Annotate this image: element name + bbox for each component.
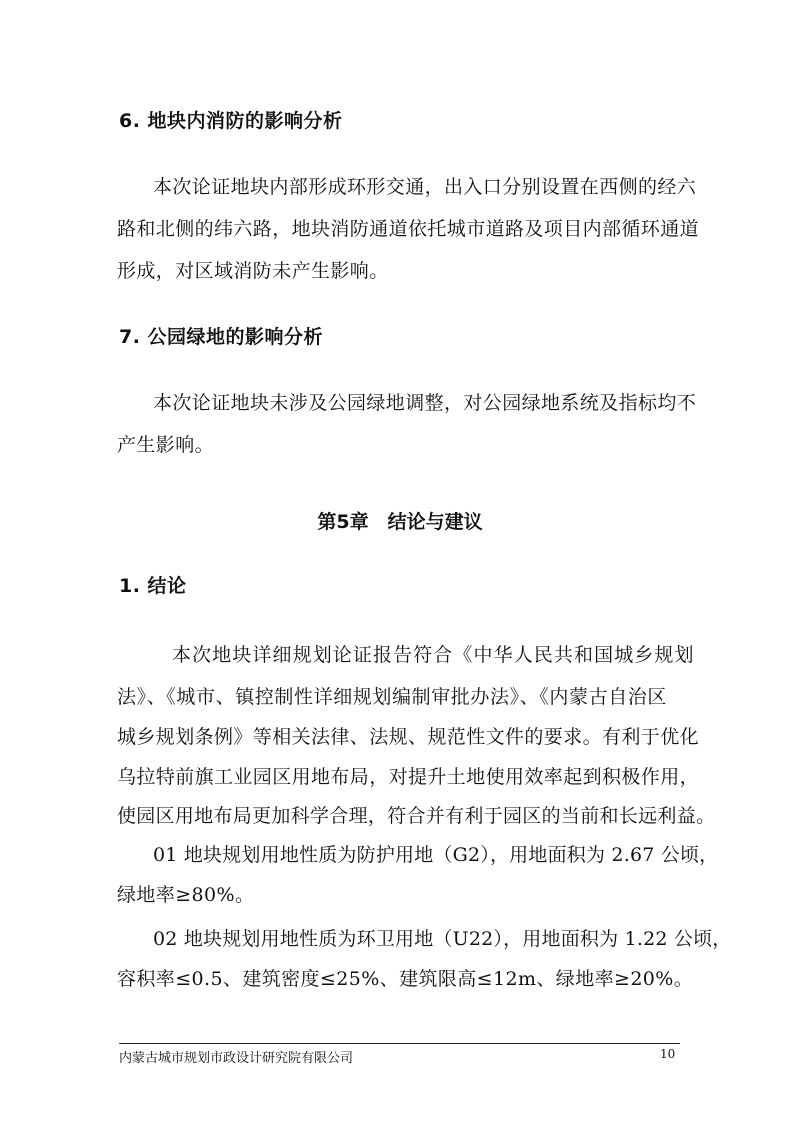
section-6-heading: 6. 地块内消防的影响分析 bbox=[119, 110, 343, 132]
conclusion-para3-line-2: 容积率≤0.5、建筑密度≤25%、建筑限高≤12m、绿地率≥20%。 bbox=[117, 968, 694, 990]
section-7-heading: 7. 公园绿地的影响分析 bbox=[119, 326, 324, 348]
conclusion-para1-line-1: 本次地块详细规划论证报告符合《中华人民共和国城乡规划 bbox=[172, 644, 695, 666]
conclusion-heading: 1. 结论 bbox=[119, 575, 187, 597]
conclusion-para2-line-1: 01 地块规划用地性质为防护用地（G2），用地面积为 2.67 公顷， bbox=[153, 844, 719, 866]
conclusion-para1-line-5: 使园区用地布局更加科学合理，符合并有利于园区的当前和长远利益。 bbox=[117, 805, 716, 827]
section-7-line-1: 本次论证地块未涉及公园绿地调整，对公园绿地系统及指标均不 bbox=[153, 392, 697, 414]
section-6-line-3: 形成，对区域消防未产生影响。 bbox=[117, 260, 389, 282]
section-7-line-2: 产生影响。 bbox=[117, 434, 215, 456]
footer-organization: 内蒙古城市规划市政设计研究院有限公司 bbox=[119, 1051, 354, 1066]
conclusion-para1-line-4: 乌拉特前旗工业园区用地布局，对提升土地使用效率起到积极作用， bbox=[117, 766, 700, 788]
chapter-title: 第5章 结论与建议 bbox=[317, 511, 483, 533]
section-6-line-2: 路和北侧的纬六路，地块消防通道依托城市道路及项目内部循环通道 bbox=[117, 218, 700, 240]
conclusion-para3-line-1: 02 地块规划用地性质为环卫用地（U22），用地面积为 1.22 公顷， bbox=[153, 928, 732, 950]
conclusion-para1-line-3: 城乡规划条例》等相关法律、法规、规范性文件的要求。有利于优化 bbox=[117, 726, 700, 748]
section-6-line-1: 本次论证地块内部形成环形交通，出入口分别设置在西侧的经六 bbox=[153, 176, 697, 198]
conclusion-para2-line-2: 绿地率≥80%。 bbox=[117, 884, 255, 906]
footer-divider bbox=[119, 1043, 680, 1044]
conclusion-para1-line-2: 法》、《城市、镇控制性详细规划编制审批办法》、《内蒙古自治区 bbox=[117, 686, 668, 708]
footer-page-number: 10 bbox=[660, 1047, 676, 1061]
